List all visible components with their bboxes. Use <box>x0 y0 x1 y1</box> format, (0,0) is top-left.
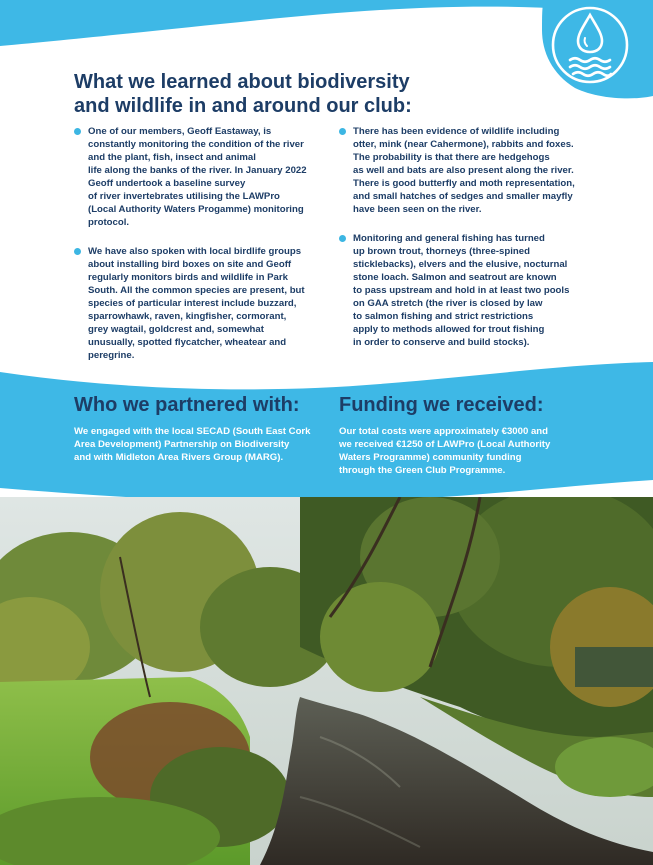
left-column <box>74 125 324 378</box>
page-title-line-2: and wildlife in and around our club: <box>74 95 412 117</box>
bullet-text: We have also spoken with local birdlife groups about installing bird boxes on site and Geoff regularly monitors birds and wildlife in Park South. All the common species are present, but species of particular interest include buzzard, sparrowhawk, raven, kingfisher, cormorant, grey wagtail, goldcrest and, somewhat unusually, spotted flycatcher, wheatear and peregrine. <box>88 246 305 361</box>
bullet-text: One of our members, Geoff Eastaway, is constantly monitoring the condition of the river and the plant, fish, insect and animal life along the banks of the river. In January 2022 Geoff undertook a baseline survey of river invertebrates utilising the LAWPro (Local Authority Waters Progamme) monitoring protocol. <box>88 126 307 228</box>
partnered-text: We engaged with the local SECAD (South East Cork Area Development) Partnership on Biodiversity and with Midleton Area Rivers Group (MARG). <box>74 426 311 463</box>
bullet-item <box>74 125 324 229</box>
page-title-line-1: What we learned about biodiversity <box>74 71 410 93</box>
funding-text: Our total costs were approximately €3000 and we received €1250 of LAWPro (Local Authority Waters Programme) community funding through the Green Club Programme. <box>339 426 551 476</box>
funding-title: Funding we received: <box>339 394 544 416</box>
bullet-item <box>339 125 589 216</box>
bullet-item <box>339 232 589 349</box>
bullet-text: There has been evidence of wildlife including otter, mink (near Cahermone), rabbits and foxes. The probability is that there are hedgehogs as well and bats are also present along the river. There is good butterfly and moth representation, and small hatches of sedges and smaller mayfly have been seen on the river. <box>353 126 575 215</box>
bullet-dot-icon <box>339 128 346 135</box>
badge-label: WATER <box>456 20 540 42</box>
bullet-dot-icon <box>74 248 81 255</box>
river-photo <box>0 497 653 865</box>
right-column <box>339 125 589 365</box>
bullet-item <box>74 245 324 362</box>
water-badge <box>540 0 653 100</box>
bullet-dot-icon <box>339 235 346 242</box>
bullet-dot-icon <box>74 128 81 135</box>
partnered-title: Who we partnered with: <box>74 394 300 416</box>
bullet-text: Monitoring and general fishing has turned up brown trout, thorneys (three-spined sticklebacks), elvers and the elusive, nocturnal stone loach. Salmon and seatrout are known to pass upstream and hold in at least two pools on GAA stretch (the river is closed by law to salmon fishing and strict restrictions apply to methods allowed for trout fishing in order to conserve and build stocks). <box>353 233 570 348</box>
page-title <box>74 70 474 118</box>
